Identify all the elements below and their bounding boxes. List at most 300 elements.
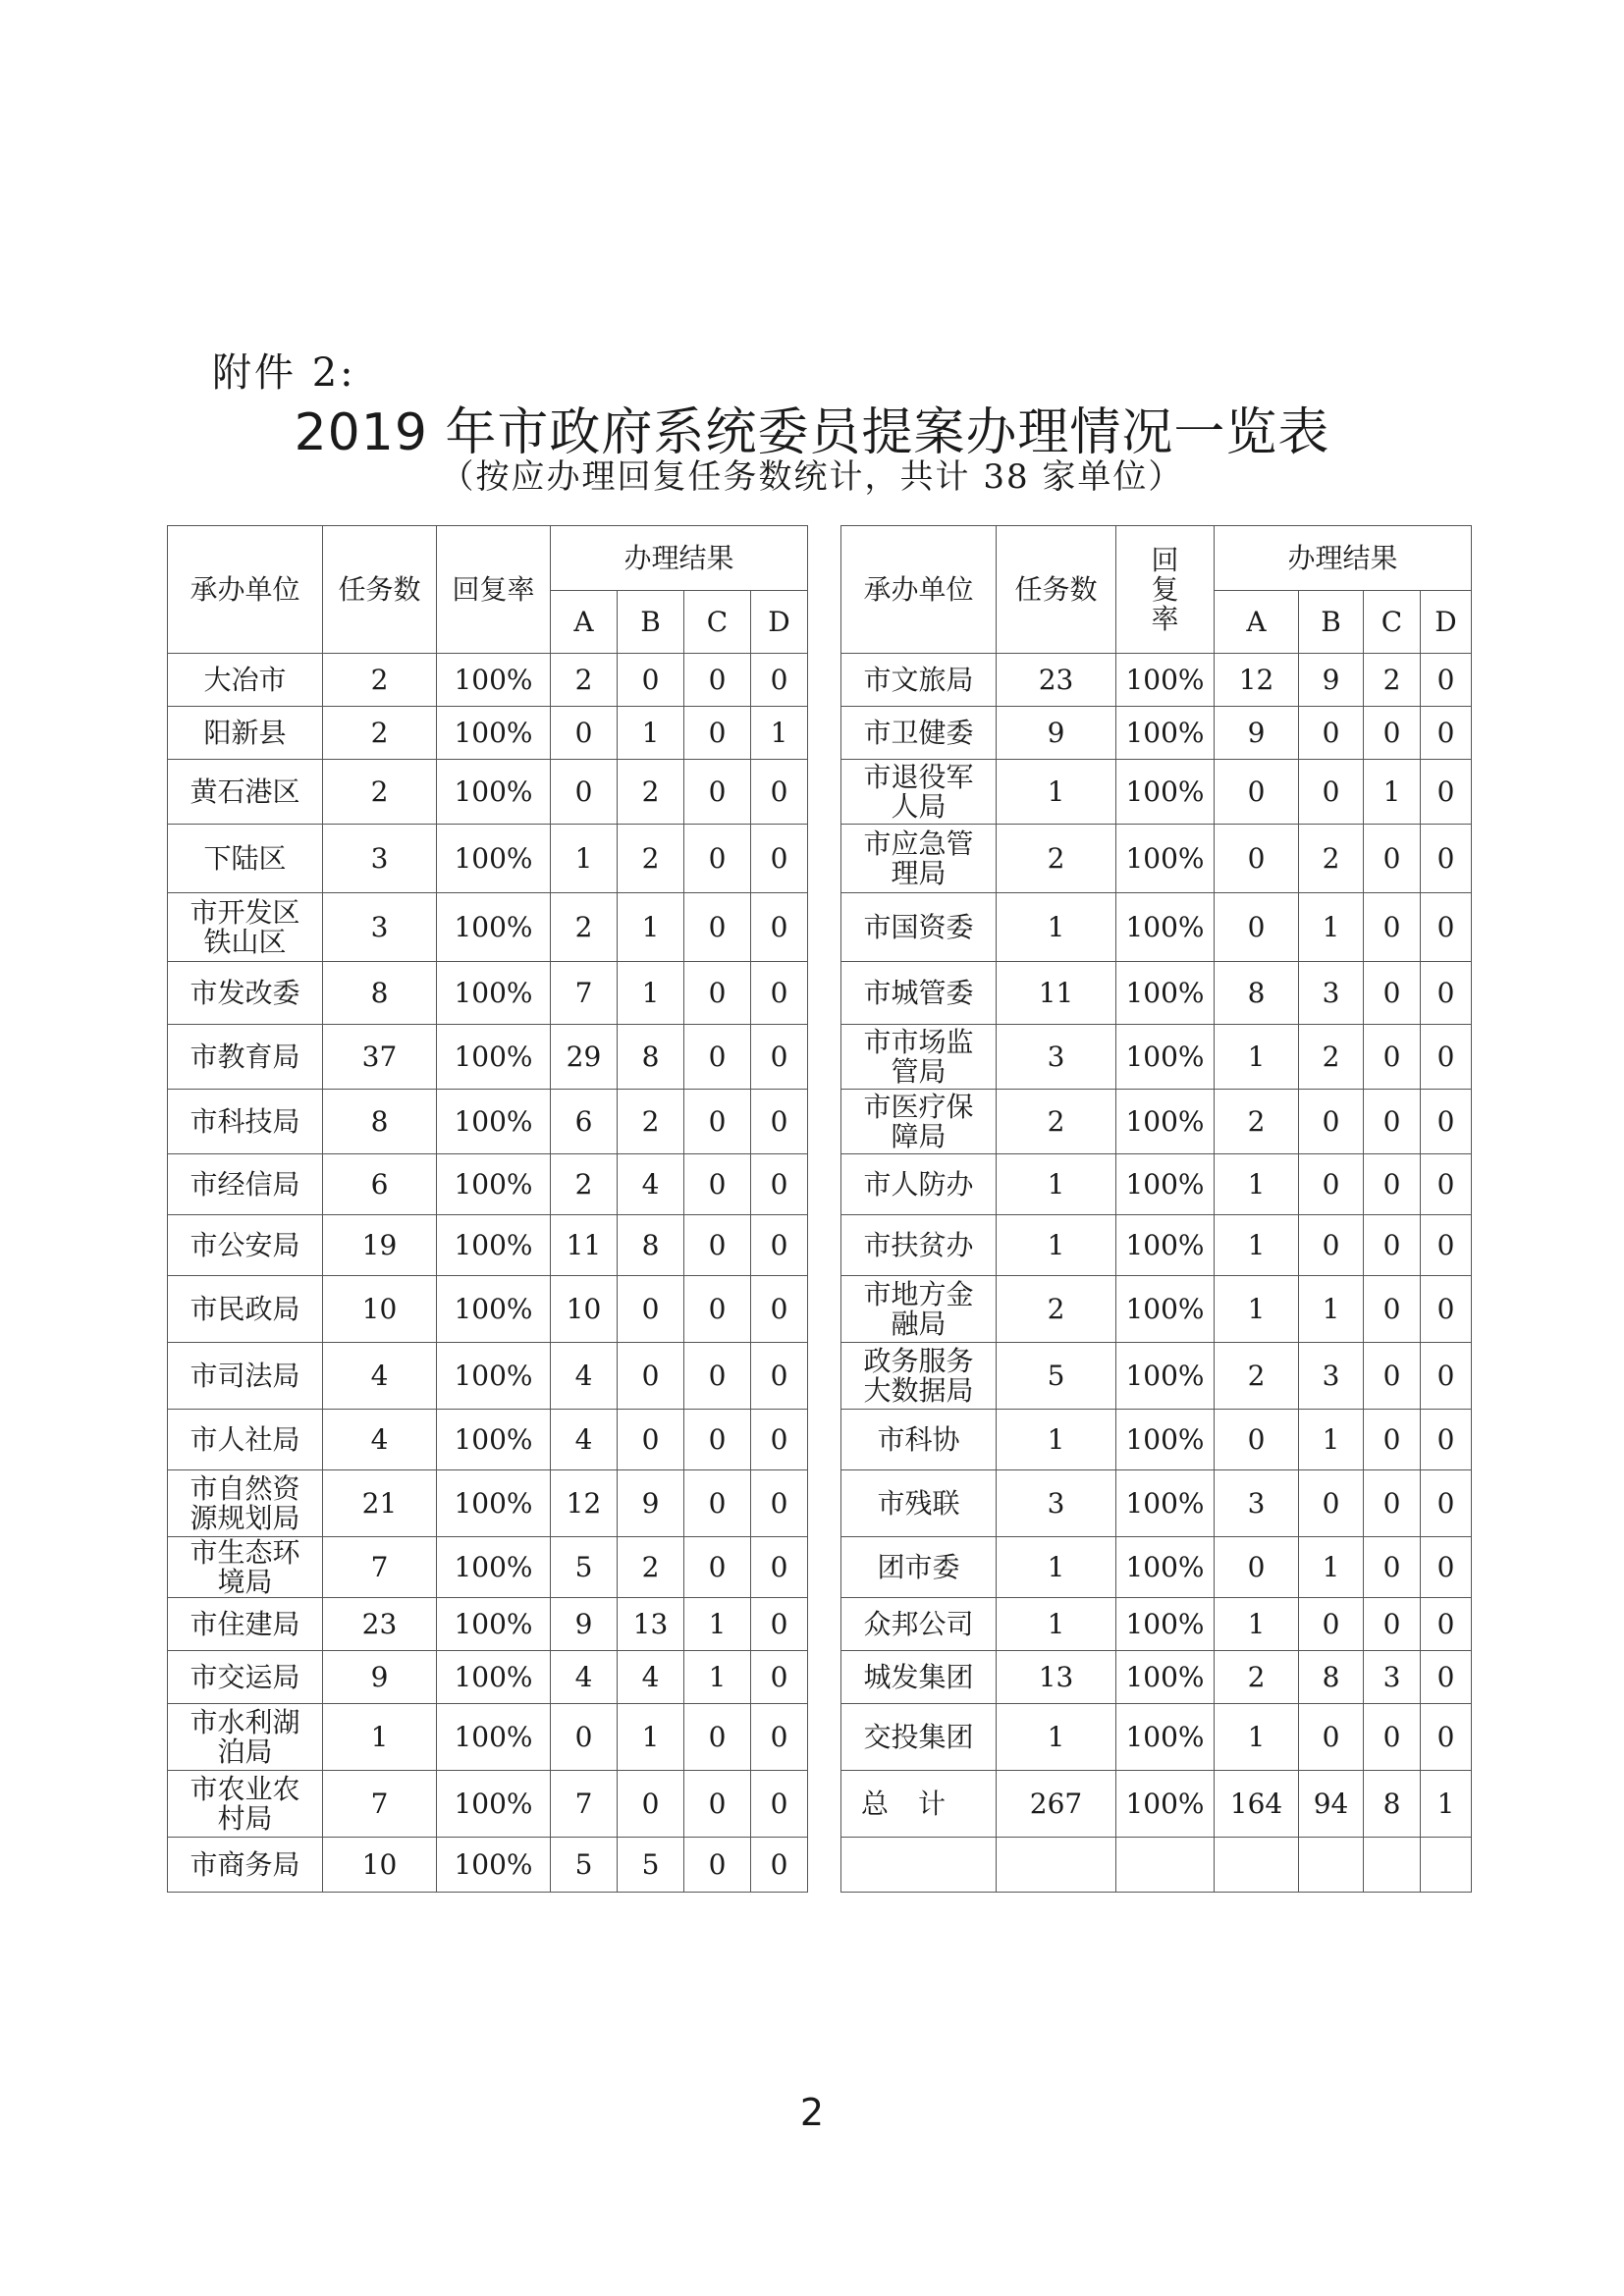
left-cell-tasks: 3 (323, 893, 437, 962)
right-cell-b: 0 (1299, 1154, 1364, 1215)
left-cell-tasks: 9 (323, 1651, 437, 1704)
table-separator (808, 1215, 841, 1276)
left-cell-c: 0 (684, 1410, 751, 1470)
right-cell-unit: 政务服务大数据局 (841, 1343, 997, 1410)
left-cell-tasks: 7 (323, 1771, 437, 1838)
left-cell-tasks: 10 (323, 1276, 437, 1343)
table-separator (808, 1704, 841, 1771)
table-separator (808, 654, 841, 707)
right-cell-tasks: 13 (997, 1651, 1116, 1704)
right-cell-d: 0 (1421, 1154, 1472, 1215)
left-cell-c: 1 (684, 1651, 751, 1704)
left-cell-d: 0 (751, 1276, 808, 1343)
left-cell-rate: 100% (437, 1276, 551, 1343)
right-cell-a: 2 (1215, 1343, 1299, 1410)
right-cell-b: 0 (1299, 707, 1364, 760)
right-cell-b: 0 (1299, 1470, 1364, 1537)
left-cell-unit: 下陆区 (168, 825, 323, 893)
right-cell-b: 0 (1299, 1090, 1364, 1154)
left-cell-c: 1 (684, 1598, 751, 1651)
table-separator (808, 962, 841, 1025)
header-c-left: C (684, 591, 751, 654)
right-cell-tasks: 9 (997, 707, 1116, 760)
left-cell-d: 0 (751, 893, 808, 962)
left-cell-c: 0 (684, 1470, 751, 1537)
table-separator (808, 1598, 841, 1651)
page-title: 2019 年市政府系统委员提案办理情况一览表 (294, 403, 1330, 462)
left-cell-unit: 市交运局 (168, 1651, 323, 1704)
right-cell-d: 0 (1421, 962, 1472, 1025)
right-cell-a (1215, 1838, 1299, 1893)
right-cell-b: 8 (1299, 1651, 1364, 1704)
left-cell-rate: 100% (437, 1215, 551, 1276)
left-cell-a: 29 (551, 1025, 618, 1090)
table-row (168, 1410, 1472, 1470)
left-cell-a: 4 (551, 1343, 618, 1410)
right-cell-c: 0 (1364, 1410, 1421, 1470)
right-cell-tasks: 1 (997, 1704, 1116, 1771)
left-cell-a: 1 (551, 825, 618, 893)
right-cell-c: 0 (1364, 893, 1421, 962)
left-cell-tasks: 4 (323, 1343, 437, 1410)
left-cell-c: 0 (684, 1025, 751, 1090)
left-cell-c: 0 (684, 760, 751, 825)
right-cell-unit: 市国资委 (841, 893, 997, 962)
table-row (168, 1537, 1472, 1598)
right-cell-tasks: 2 (997, 1090, 1116, 1154)
header-tasks-left: 任务数 (323, 526, 437, 654)
left-cell-b: 1 (618, 1704, 684, 1771)
left-cell-rate: 100% (437, 1598, 551, 1651)
right-cell-a: 12 (1215, 654, 1299, 707)
right-cell-a: 1 (1215, 1276, 1299, 1343)
right-cell-b: 0 (1299, 1704, 1364, 1771)
right-cell-c: 2 (1364, 654, 1421, 707)
right-cell-unit: 团市委 (841, 1537, 997, 1598)
total-cell-b: 94 (1299, 1771, 1364, 1838)
table-row (168, 1838, 1472, 1893)
left-cell-a: 4 (551, 1410, 618, 1470)
table-separator (808, 1771, 841, 1838)
right-cell-b: 0 (1299, 1598, 1364, 1651)
right-cell-d: 0 (1421, 1470, 1472, 1537)
table-separator (808, 893, 841, 962)
right-cell-unit: 市文旅局 (841, 654, 997, 707)
header-a-left: A (551, 591, 618, 654)
right-cell-tasks: 1 (997, 1154, 1116, 1215)
left-cell-c: 0 (684, 893, 751, 962)
left-cell-a: 6 (551, 1090, 618, 1154)
header-row (168, 526, 1472, 591)
right-cell-b: 2 (1299, 1025, 1364, 1090)
right-cell-unit: 市市场监管局 (841, 1025, 997, 1090)
right-cell-rate: 100% (1116, 1598, 1215, 1651)
left-cell-c: 0 (684, 962, 751, 1025)
right-cell-a: 1 (1215, 1598, 1299, 1651)
right-cell-d: 0 (1421, 1651, 1472, 1704)
left-cell-a: 2 (551, 893, 618, 962)
right-cell-c: 0 (1364, 1276, 1421, 1343)
right-cell-tasks: 2 (997, 825, 1116, 893)
left-cell-b: 5 (618, 1838, 684, 1893)
left-cell-b: 2 (618, 1537, 684, 1598)
right-cell-d: 0 (1421, 1598, 1472, 1651)
table-separator (808, 1154, 841, 1215)
table-separator (808, 707, 841, 760)
right-cell-a: 0 (1215, 893, 1299, 962)
right-cell-d: 0 (1421, 1090, 1472, 1154)
left-cell-rate: 100% (437, 962, 551, 1025)
page-number: 2 (799, 2091, 825, 2134)
right-cell-unit: 市应急管理局 (841, 825, 997, 893)
left-cell-b: 2 (618, 825, 684, 893)
left-cell-b: 1 (618, 893, 684, 962)
left-cell-b: 4 (618, 1651, 684, 1704)
left-cell-c: 0 (684, 1704, 751, 1771)
left-cell-d: 0 (751, 962, 808, 1025)
right-cell-b: 1 (1299, 1276, 1364, 1343)
total-cell-tasks: 267 (997, 1771, 1116, 1838)
right-cell-c: 0 (1364, 1025, 1421, 1090)
right-cell-d: 0 (1421, 1537, 1472, 1598)
right-cell-d: 0 (1421, 760, 1472, 825)
table-row (168, 1154, 1472, 1215)
left-cell-rate: 100% (437, 1771, 551, 1838)
right-cell-rate: 100% (1116, 1343, 1215, 1410)
left-cell-d: 0 (751, 1343, 808, 1410)
left-cell-rate: 100% (437, 1090, 551, 1154)
right-cell-unit: 市科协 (841, 1410, 997, 1470)
left-cell-a: 7 (551, 962, 618, 1025)
left-cell-a: 12 (551, 1470, 618, 1537)
right-cell-d: 0 (1421, 654, 1472, 707)
table-separator (808, 1090, 841, 1154)
table-separator (808, 760, 841, 825)
left-cell-tasks: 6 (323, 1154, 437, 1215)
table-separator (808, 1838, 841, 1893)
right-cell-tasks: 5 (997, 1343, 1116, 1410)
right-cell-a: 1 (1215, 1025, 1299, 1090)
total-cell-rate: 100% (1116, 1771, 1215, 1838)
left-cell-b: 0 (618, 654, 684, 707)
left-cell-d: 0 (751, 760, 808, 825)
left-cell-tasks: 10 (323, 1838, 437, 1893)
left-cell-unit: 黄石港区 (168, 760, 323, 825)
total-cell-c: 8 (1364, 1771, 1421, 1838)
left-cell-d: 0 (751, 1771, 808, 1838)
right-cell-a: 3 (1215, 1470, 1299, 1537)
right-cell-tasks: 1 (997, 1537, 1116, 1598)
left-cell-b: 8 (618, 1215, 684, 1276)
table-row (168, 707, 1472, 760)
table-row (168, 1276, 1472, 1343)
left-cell-tasks: 2 (323, 654, 437, 707)
header-b-left: B (618, 591, 684, 654)
table-row (168, 1215, 1472, 1276)
right-cell-b: 3 (1299, 962, 1364, 1025)
right-cell-rate: 100% (1116, 1276, 1215, 1343)
right-cell-d: 0 (1421, 1276, 1472, 1343)
right-cell-unit: 交投集团 (841, 1704, 997, 1771)
right-cell-c: 0 (1364, 1090, 1421, 1154)
left-cell-b: 1 (618, 707, 684, 760)
left-cell-d: 1 (751, 707, 808, 760)
table-separator (808, 1470, 841, 1537)
right-cell-c: 0 (1364, 1154, 1421, 1215)
right-cell-rate: 100% (1116, 1154, 1215, 1215)
left-cell-a: 5 (551, 1537, 618, 1598)
left-cell-c: 0 (684, 1276, 751, 1343)
right-cell-a: 8 (1215, 962, 1299, 1025)
left-cell-d: 0 (751, 1470, 808, 1537)
right-cell-tasks: 3 (997, 1025, 1116, 1090)
right-cell-a: 1 (1215, 1704, 1299, 1771)
table-row (168, 1704, 1472, 1771)
right-cell-a: 9 (1215, 707, 1299, 760)
right-cell-rate: 100% (1116, 893, 1215, 962)
header-results-left: 办理结果 (551, 526, 808, 591)
left-cell-unit: 大冶市 (168, 654, 323, 707)
right-cell-b: 3 (1299, 1343, 1364, 1410)
header-d-left: D (751, 591, 808, 654)
left-cell-unit: 市经信局 (168, 1154, 323, 1215)
right-cell-d: 0 (1421, 1025, 1472, 1090)
left-cell-unit: 市水利湖泊局 (168, 1704, 323, 1771)
right-cell-d: 0 (1421, 825, 1472, 893)
left-cell-tasks: 21 (323, 1470, 437, 1537)
right-cell-d: 0 (1421, 893, 1472, 962)
left-cell-c: 0 (684, 1343, 751, 1410)
left-cell-rate: 100% (437, 825, 551, 893)
right-cell-unit: 市退役军人局 (841, 760, 997, 825)
right-cell-unit: 市城管委 (841, 962, 997, 1025)
left-cell-d: 0 (751, 1598, 808, 1651)
header-a-right: A (1215, 591, 1299, 654)
left-cell-a: 4 (551, 1651, 618, 1704)
table-row (168, 1771, 1472, 1838)
left-cell-unit: 市发改委 (168, 962, 323, 1025)
right-cell-rate: 100% (1116, 760, 1215, 825)
left-cell-tasks: 8 (323, 1090, 437, 1154)
left-cell-rate: 100% (437, 1537, 551, 1598)
left-cell-c: 0 (684, 1537, 751, 1598)
right-cell-tasks: 1 (997, 1598, 1116, 1651)
left-cell-unit: 市科技局 (168, 1090, 323, 1154)
table-separator (808, 1343, 841, 1410)
table-row (168, 962, 1472, 1025)
results-table (167, 525, 1472, 1893)
left-cell-d: 0 (751, 1025, 808, 1090)
right-cell-a: 0 (1215, 1410, 1299, 1470)
right-cell-c (1364, 1838, 1421, 1893)
left-cell-tasks: 4 (323, 1410, 437, 1470)
right-cell-tasks: 2 (997, 1276, 1116, 1343)
left-cell-rate: 100% (437, 893, 551, 962)
left-cell-b: 2 (618, 1090, 684, 1154)
right-cell-d: 0 (1421, 1343, 1472, 1410)
right-cell-a: 1 (1215, 1154, 1299, 1215)
left-cell-tasks: 19 (323, 1215, 437, 1276)
left-cell-d: 0 (751, 654, 808, 707)
left-cell-b: 0 (618, 1771, 684, 1838)
left-cell-d: 0 (751, 825, 808, 893)
left-cell-d: 0 (751, 1651, 808, 1704)
table-row (168, 825, 1472, 893)
right-cell-tasks: 3 (997, 1470, 1116, 1537)
left-cell-c: 0 (684, 1090, 751, 1154)
table-row (168, 893, 1472, 962)
right-cell-rate: 100% (1116, 1090, 1215, 1154)
left-cell-unit: 市自然资源规划局 (168, 1470, 323, 1537)
left-cell-a: 0 (551, 760, 618, 825)
right-cell-rate: 100% (1116, 1025, 1215, 1090)
right-cell-c: 0 (1364, 1704, 1421, 1771)
left-cell-unit: 市民政局 (168, 1276, 323, 1343)
right-cell-tasks: 1 (997, 760, 1116, 825)
right-cell-c: 1 (1364, 760, 1421, 825)
right-cell-c: 0 (1364, 1537, 1421, 1598)
attachment-label: 附件 2: (212, 350, 356, 396)
left-cell-a: 9 (551, 1598, 618, 1651)
right-cell-tasks: 1 (997, 1410, 1116, 1470)
left-cell-rate: 100% (437, 1343, 551, 1410)
left-cell-a: 2 (551, 654, 618, 707)
table-row (168, 654, 1472, 707)
left-cell-tasks: 37 (323, 1025, 437, 1090)
table-separator (808, 825, 841, 893)
right-cell-b: 2 (1299, 825, 1364, 893)
right-cell-unit: 市医疗保障局 (841, 1090, 997, 1154)
left-cell-tasks: 8 (323, 962, 437, 1025)
header-c-right: C (1364, 591, 1421, 654)
right-cell-rate: 100% (1116, 1537, 1215, 1598)
left-cell-b: 0 (618, 1410, 684, 1470)
left-cell-a: 0 (551, 707, 618, 760)
right-cell-a: 2 (1215, 1651, 1299, 1704)
header-tasks-right: 任务数 (997, 526, 1116, 654)
table-row (168, 760, 1472, 825)
header-unit-left: 承办单位 (168, 526, 323, 654)
right-cell-rate: 100% (1116, 1215, 1215, 1276)
table-separator (808, 1651, 841, 1704)
right-cell-d: 0 (1421, 1704, 1472, 1771)
left-cell-rate: 100% (437, 1470, 551, 1537)
right-cell-a: 1 (1215, 1215, 1299, 1276)
header-d-right: D (1421, 591, 1472, 654)
table-row (168, 1598, 1472, 1651)
header-rate-right: 回复率 (1116, 526, 1215, 654)
left-cell-unit: 市开发区铁山区 (168, 893, 323, 962)
right-cell-unit: 市地方金融局 (841, 1276, 997, 1343)
left-cell-a: 5 (551, 1838, 618, 1893)
left-cell-unit: 市人社局 (168, 1410, 323, 1470)
left-cell-b: 2 (618, 760, 684, 825)
right-cell-c: 0 (1364, 1343, 1421, 1410)
right-cell-tasks: 23 (997, 654, 1116, 707)
right-cell-c: 0 (1364, 825, 1421, 893)
right-cell-rate: 100% (1116, 707, 1215, 760)
total-cell-a: 164 (1215, 1771, 1299, 1838)
left-cell-d: 0 (751, 1215, 808, 1276)
left-cell-c: 0 (684, 825, 751, 893)
left-cell-c: 0 (684, 1154, 751, 1215)
right-cell-rate: 100% (1116, 962, 1215, 1025)
left-cell-b: 1 (618, 962, 684, 1025)
header-b-right: B (1299, 591, 1364, 654)
table-separator (808, 526, 841, 654)
table-row (168, 1025, 1472, 1090)
left-cell-rate: 100% (437, 1154, 551, 1215)
left-cell-unit: 市公安局 (168, 1215, 323, 1276)
right-cell-a: 0 (1215, 825, 1299, 893)
right-cell-rate: 100% (1116, 1704, 1215, 1771)
left-cell-unit: 市生态环境局 (168, 1537, 323, 1598)
right-cell-unit: 众邦公司 (841, 1598, 997, 1651)
left-cell-tasks: 2 (323, 707, 437, 760)
left-cell-unit: 市商务局 (168, 1838, 323, 1893)
left-cell-rate: 100% (437, 1651, 551, 1704)
right-cell-c: 0 (1364, 1470, 1421, 1537)
right-cell-rate (1116, 1838, 1215, 1893)
right-cell-c: 0 (1364, 707, 1421, 760)
left-cell-unit: 市教育局 (168, 1025, 323, 1090)
right-cell-tasks: 1 (997, 893, 1116, 962)
right-cell-b: 0 (1299, 760, 1364, 825)
left-cell-rate: 100% (437, 707, 551, 760)
right-cell-d: 0 (1421, 1215, 1472, 1276)
left-cell-d: 0 (751, 1704, 808, 1771)
right-cell-rate: 100% (1116, 1651, 1215, 1704)
left-cell-tasks: 23 (323, 1598, 437, 1651)
right-cell-a: 2 (1215, 1090, 1299, 1154)
right-cell-rate: 100% (1116, 654, 1215, 707)
left-cell-rate: 100% (437, 1838, 551, 1893)
left-cell-rate: 100% (437, 1025, 551, 1090)
right-cell-unit (841, 1838, 997, 1893)
left-cell-rate: 100% (437, 654, 551, 707)
table-row (168, 1090, 1472, 1154)
left-cell-tasks: 3 (323, 825, 437, 893)
left-cell-d: 0 (751, 1537, 808, 1598)
left-cell-d: 0 (751, 1410, 808, 1470)
left-cell-a: 7 (551, 1771, 618, 1838)
right-cell-d: 0 (1421, 707, 1472, 760)
left-cell-tasks: 2 (323, 760, 437, 825)
header-rate-left: 回复率 (437, 526, 551, 654)
left-cell-d: 0 (751, 1090, 808, 1154)
right-cell-tasks: 11 (997, 962, 1116, 1025)
left-cell-tasks: 7 (323, 1537, 437, 1598)
table-separator (808, 1276, 841, 1343)
total-cell-unit: 总计 (841, 1771, 997, 1838)
right-cell-b: 1 (1299, 893, 1364, 962)
left-cell-c: 0 (684, 1838, 751, 1893)
left-cell-b: 0 (618, 1343, 684, 1410)
right-cell-unit: 城发集团 (841, 1651, 997, 1704)
header-unit-right: 承办单位 (841, 526, 997, 654)
right-cell-b (1299, 1838, 1364, 1893)
page-subtitle: （按应办理回复任务数统计，共计 38 家单位） (440, 457, 1184, 497)
right-cell-c: 3 (1364, 1651, 1421, 1704)
table-separator (808, 1537, 841, 1598)
table-separator (808, 1025, 841, 1090)
left-cell-b: 13 (618, 1598, 684, 1651)
left-cell-c: 0 (684, 1215, 751, 1276)
right-cell-c: 0 (1364, 1598, 1421, 1651)
left-cell-rate: 100% (437, 760, 551, 825)
left-cell-a: 10 (551, 1276, 618, 1343)
right-cell-a: 0 (1215, 1537, 1299, 1598)
